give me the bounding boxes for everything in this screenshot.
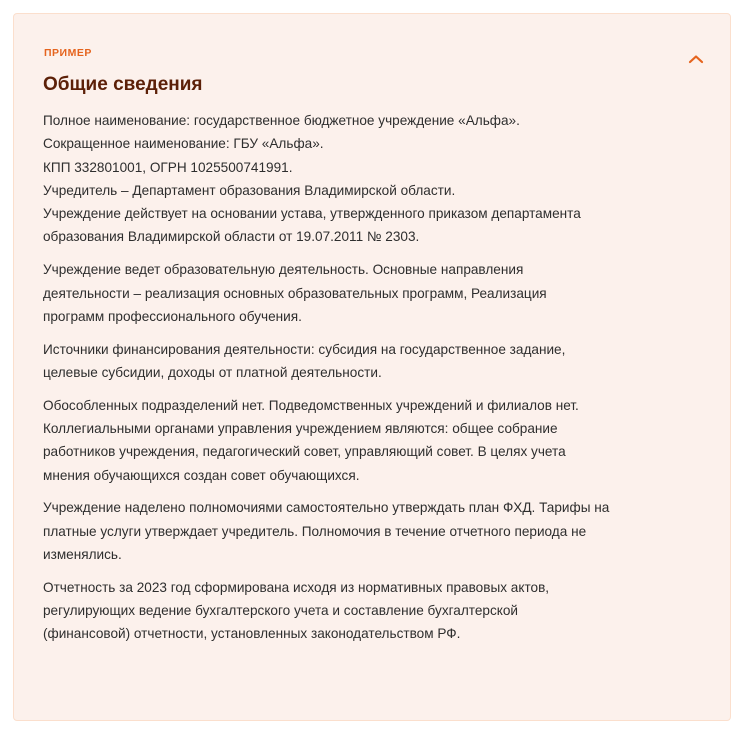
paragraph-general [43, 109, 723, 249]
text-line: образования Владимирской области от 19.07.2011 № 2303. [43, 229, 420, 245]
paragraph-activity [43, 258, 723, 328]
text-line: КПП 332801001, ОГРН 1025500741991. [43, 159, 293, 175]
text-line: Источники финансирования деятельности: субсидия на государственное задание, [43, 341, 566, 357]
chevron-up-icon [688, 54, 704, 64]
collapse-toggle-button[interactable] [684, 48, 708, 70]
text-line: программ профессионального обучения. [43, 308, 302, 324]
text-line: Отчетность за 2023 год сформирована исходя из нормативных правовых актов, [43, 579, 550, 595]
text-line: (финансовой) отчетности, установленных законодательством РФ. [43, 626, 461, 642]
text-line: изменялись. [43, 547, 122, 563]
section-title: Общие сведения [43, 74, 203, 95]
text-line: регулирующих ведение бухгалтерского учета и составление бухгалтерской [43, 603, 519, 619]
text-line: Полное наименование: государственное бюджетное учреждение «Альфа». [43, 113, 520, 128]
text-line: целевые субсидии, доходы от платной деятельности. [43, 364, 382, 380]
text-line: деятельности – реализация основных образовательных программ, Реализация [43, 285, 547, 301]
text-line: Учреждение действует на основании устава, утвержденного приказом департамента [43, 206, 581, 222]
paragraph-structure [43, 394, 723, 487]
paragraph-reporting [43, 576, 723, 646]
text-line: Учреждение ведет образовательную деятельность. Основные направления [43, 262, 524, 278]
text-line: платные услуги утверждает учредитель. Полномочия в течение отчетного периода не [43, 523, 587, 539]
eyebrow-label: ПРИМЕР [44, 47, 92, 59]
paragraph-authority [43, 496, 723, 566]
text-line: мнения обучающихся создан совет обучающихся. [43, 467, 360, 483]
text-line: Учреждение наделено полномочиями самостоятельно утверждать план ФХД. Тарифы на [43, 500, 610, 516]
card-content [43, 109, 723, 655]
text-line: Сокращенное наименование: ГБУ «Альфа». [43, 136, 324, 152]
text-line: Обособленных подразделений нет. Подведомственных учреждений и филиалов нет. [43, 397, 579, 413]
text-line: Коллегиальными органами управления учреждением являются: общее собрание [43, 421, 558, 437]
text-line: работников учреждения, педагогический совет, управляющий совет. В целях учета [43, 444, 566, 460]
info-card [13, 13, 731, 721]
text-line: Учредитель – Департамент образования Владимирской области. [43, 182, 456, 198]
paragraph-funding [43, 338, 723, 385]
